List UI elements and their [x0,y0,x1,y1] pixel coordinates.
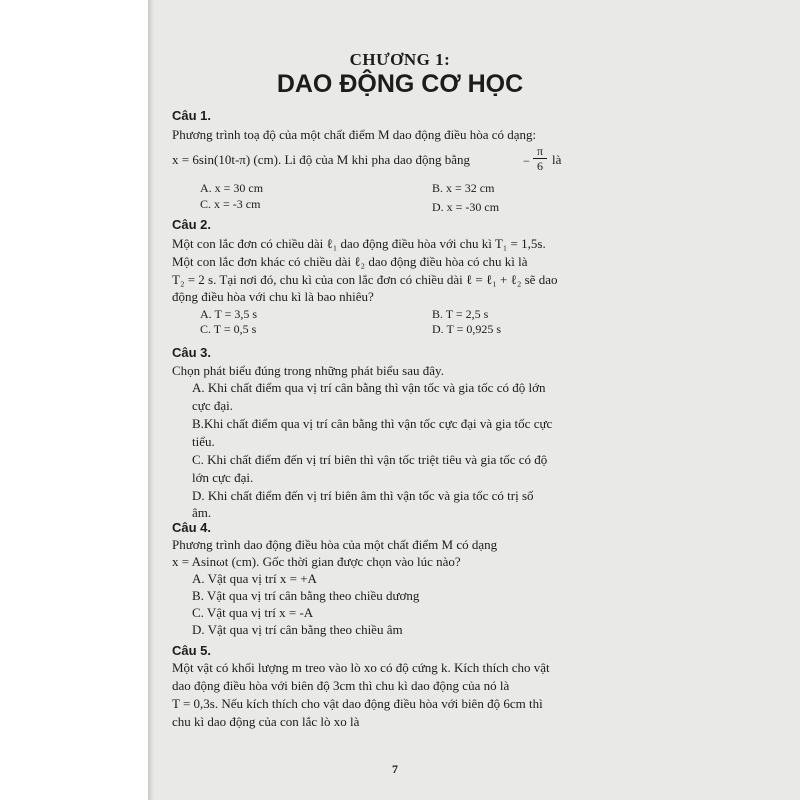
question-1-line-2: x = 6sin(10t-π) (cm). Li độ của M khi pha dao động bằng [172,152,471,167]
question-1-option-c: C. x = -3 cm [200,197,261,211]
question-3-option-b: B.Khi chất điểm qua vị trí cân bằng thì vận tốc cực đại và gia tốc cực [192,416,553,431]
question-3-option-c: C. Khi chất điểm đến vị trí biên thì vận tốc triệt tiêu và gia tốc có độ [192,452,548,467]
page-binding-shadow [148,0,154,800]
question-1-heading: Câu 1. [172,108,212,123]
fraction-minus-sign: − [523,154,530,168]
question-4-option-d: D. Vật qua vị trí cân bằng theo chiều âm [192,622,403,637]
chapter-title: DAO ĐỘNG CƠ HỌC [276,70,524,98]
question-3-option-d-cont: âm. [192,505,212,520]
question-2-option-b: B. T = 2,5 s [432,307,489,321]
question-2-line-4: động điều hòa với chu kì là bao nhiêu? [172,289,374,304]
question-1-option-b: B. x = 32 cm [432,181,495,195]
question-2-option-d: D. T = 0,925 s [432,322,501,336]
question-4-heading: Câu 4. [172,520,212,535]
question-3-option-a: A. Khi chất điểm qua vị trí cân bằng thì vận tốc và gia tốc có độ lớn [192,380,546,395]
question-3-option-b-cont: tiểu. [192,434,215,449]
question-3-option-c-cont: lớn cực đại. [192,470,254,485]
question-2-line-2: Một con lắc đơn khác có chiều dài ℓ₂ dao động điều hòa có chu kì là [172,254,528,269]
question-1-line-1: Phương trình toạ độ của một chất điểm M dao động điều hòa có dạng: [172,127,537,142]
question-4-option-a: A. Vật qua vị trí x = +A [192,571,317,586]
question-3-line-1: Chọn phát biểu đúng trong những phát biểu sau đây. [172,363,444,378]
question-2-option-c: C. T = 0,5 s [200,322,257,336]
question-5-line-4: chu kì dao động của con lắc lò xo là [172,714,360,729]
question-5-line-3: T = 0,3s. Nếu kích thích cho vật dao động điều hòa với biên độ 6cm thì [172,696,543,711]
question-2-heading: Câu 2. [172,217,212,232]
question-2-line-1: Một con lắc đơn có chiều dài ℓ₁ dao động điều hòa với chu kì T₁ = 1,5s. [172,236,546,251]
chapter-label: CHƯƠNG 1: [349,50,451,69]
question-4-line-1: Phương trình dao động điều hòa của một chất điểm M có dạng [172,537,498,552]
question-1-option-a: A. x = 30 cm [200,181,264,195]
question-4-option-c: C. Vật qua vị trí x = -A [192,605,314,620]
question-3-option-a-cont: cực đại. [192,398,233,413]
question-5-line-1: Một vật có khối lượng m treo vào lò xo có độ cứng k. Kích thích cho vật [172,660,550,675]
fraction-denominator: 6 [537,159,543,173]
question-5-heading: Câu 5. [172,643,212,658]
page-number: 7 [392,762,398,776]
question-3-option-d: D. Khi chất điểm đến vị trí biên âm thì vận tốc và gia tốc có trị số [192,488,534,503]
question-4-option-b: B. Vật qua vị trí cân bằng theo chiều dương [192,588,420,603]
question-2-option-a: A. T = 3,5 s [200,307,257,321]
fraction-numerator: π [533,144,547,159]
question-1-option-d: D. x = -30 cm [432,200,500,214]
question-5-line-2: dao động điều hòa với biên độ 3cm thì chu kì dao động của nó là [172,678,510,693]
question-1-line-2-end: là [552,152,562,167]
fraction-pi-over-6 [533,144,547,173]
question-4-line-2: x = Asinωt (cm). Gốc thời gian được chọn vào lúc nào? [172,554,461,569]
question-3-heading: Câu 3. [172,345,212,360]
question-2-line-3: T₂ = 2 s. Tại nơi đó, chu kì của con lắc đơn có chiều dài ℓ = ℓ₁ + ℓ₂ sẽ dao [172,272,558,287]
